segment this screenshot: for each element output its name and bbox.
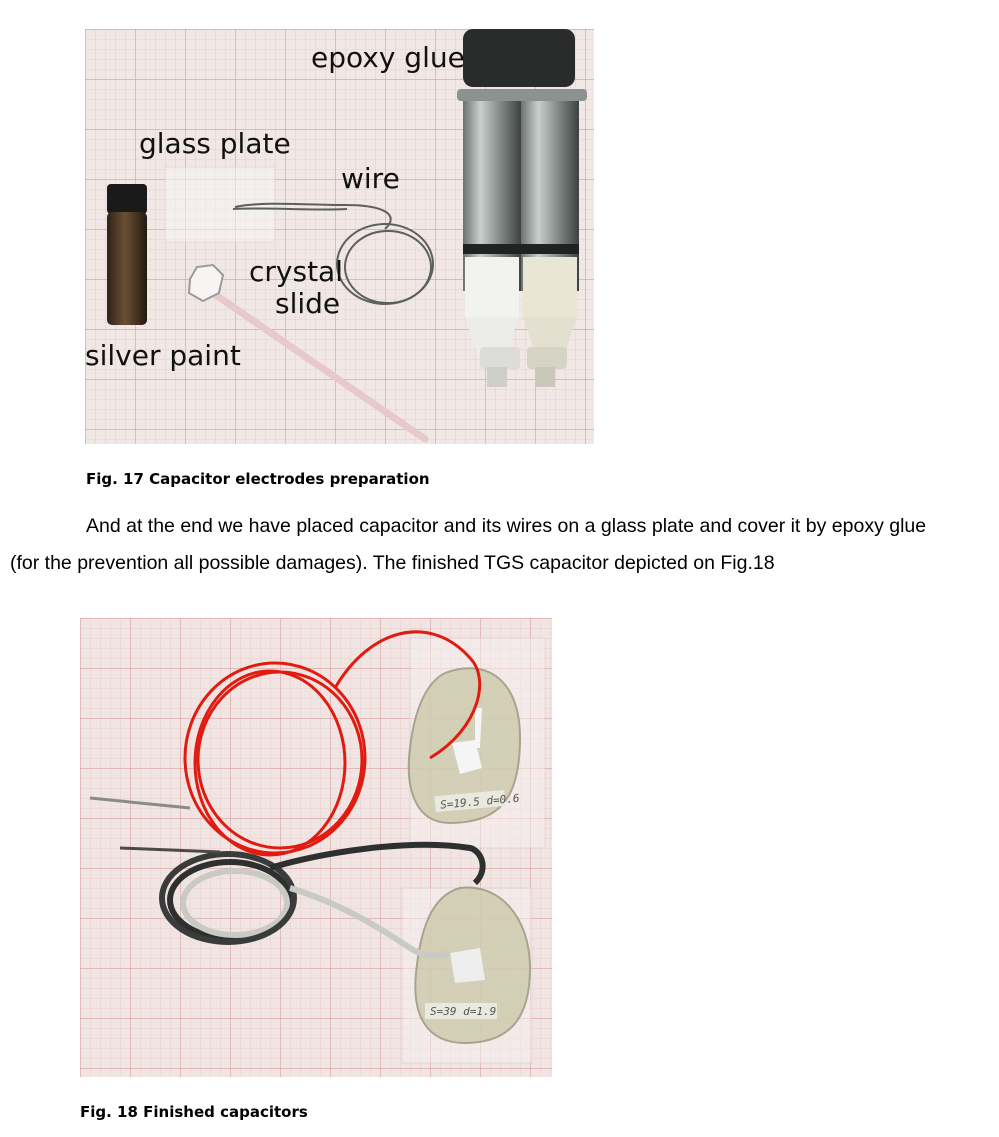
silver-paint-vial: [107, 184, 147, 325]
sample-tag-2: S=39 d=1.9: [430, 1005, 497, 1018]
label-glass-plate: glass plate: [139, 127, 291, 160]
paragraph-line-1: And at the end we have placed capacitor and its wires on a glass plate and cover it by epoxy glue: [86, 515, 927, 537]
label-slide: slide: [275, 287, 341, 320]
capacitor-1: [409, 668, 521, 823]
label-crystal: crystal: [249, 255, 343, 288]
label-epoxy-glue: epoxy glue: [311, 41, 465, 74]
figure-17-caption: Fig. 17 Capacitor electrodes preparation: [86, 470, 430, 488]
paragraph-line-2: (for the prevention all possible damages). The finished TGS capacitor depicted on Fig.18: [10, 552, 775, 574]
sample-tag-1: S=19.5 d=0.6: [439, 791, 520, 812]
capacitor-2: [415, 888, 530, 1043]
label-silver-paint: silver paint: [85, 339, 241, 372]
label-wire: wire: [341, 162, 400, 195]
figure-17-photo: [85, 29, 594, 444]
figure-18-photo: [80, 618, 552, 1077]
figure-18-caption: Fig. 18 Finished capacitors: [80, 1103, 308, 1121]
